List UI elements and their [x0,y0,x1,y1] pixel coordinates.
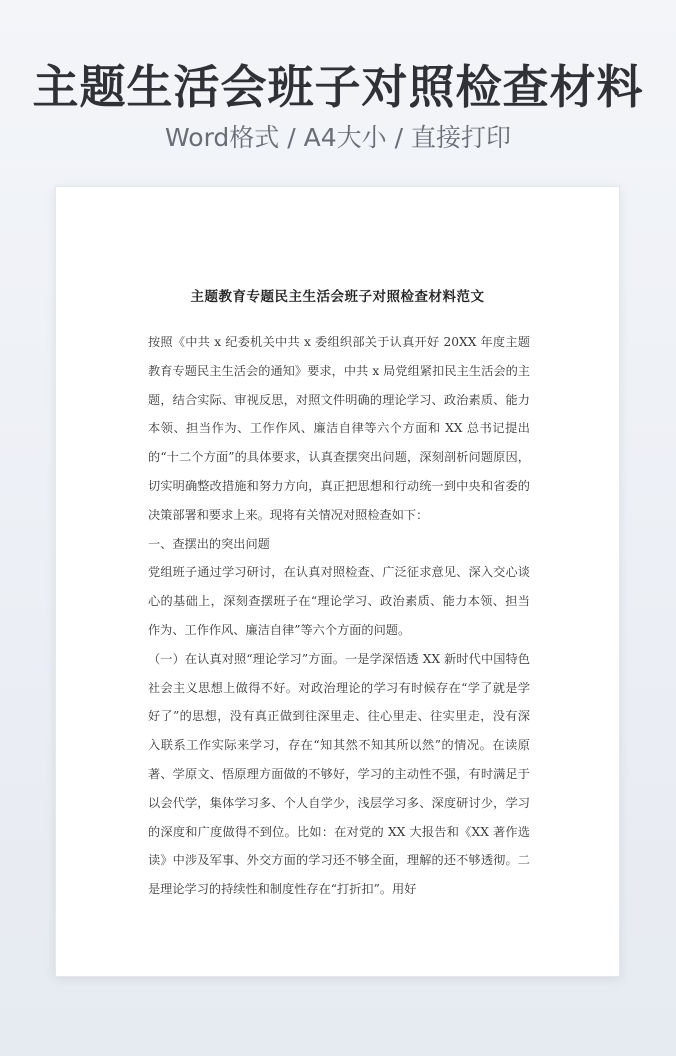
page-title: 主题生活会班子对照检查材料 [32,60,644,114]
document-page [55,186,620,977]
document-body [148,328,530,904]
document-paragraph: （一）在认真对照“理论学习”方面。一是学深悟透 XX 新时代中国特色社会主义思想上做得不好。对政治理论的学习有时候存在“学了就是学好了”的思想，没有真正做到往深里走、往心里走、往实里走，没有深入联系工作实际来学习，存在“知其然不知其所以然”的情况。在读原著、学原文、悟原理方面做的不够好，学习的主动性不强，有时满足于以会代学，集体学习多、个人自学少，浅层学习多、深度研讨少，学习的深度和广度做得不到位。比如：在对党的 XX 大报告和《XX 著作选读》中涉及军事、外交方面的学习还不够全面，理解的还不够透彻。二是理论学习的持续性和制度性存在“打折扣”。用好 [148,651,530,897]
page-header [0,62,676,153]
page-subtitle: Word格式 / A4大小 / 直接打印 [165,122,511,152]
document-title: 主题教育专题民主生活会班子对照检查材料范文 [190,289,485,305]
document-paragraph: 党组班子通过学习研讨，在认真对照检查、广泛征求意见、深入交心谈心的基础上，深刻查摆班子在“理论学习、政治素质、能力本领、担当作为、工作作风、廉洁自律”等六个方面的问题。 [148,565,530,637]
document-paragraph: 按照《中共 x 纪委机关中共 x 委组织部关于认真开好 20XX 年度主题教育专题民主生活会的通知》要求，中共 x 局党组紧扣民主生活会的主题，结合实际、审视反思，对照文件明确的理论学习、政治素质、能力本领、担当作为、工作作风、廉洁自律等六个方面和 XX 总书记提出的“十二个方面”的具体要求，认真查摆突出问题，深刻剖析问题原因，切实明确整改措施和努力方向，真正把思想和行动统一到中央和省委的决策部署和要求上来。现将有关情况对照检查如下： [148,335,530,522]
section-heading: 一、查摆出的突出问题 [148,536,270,551]
